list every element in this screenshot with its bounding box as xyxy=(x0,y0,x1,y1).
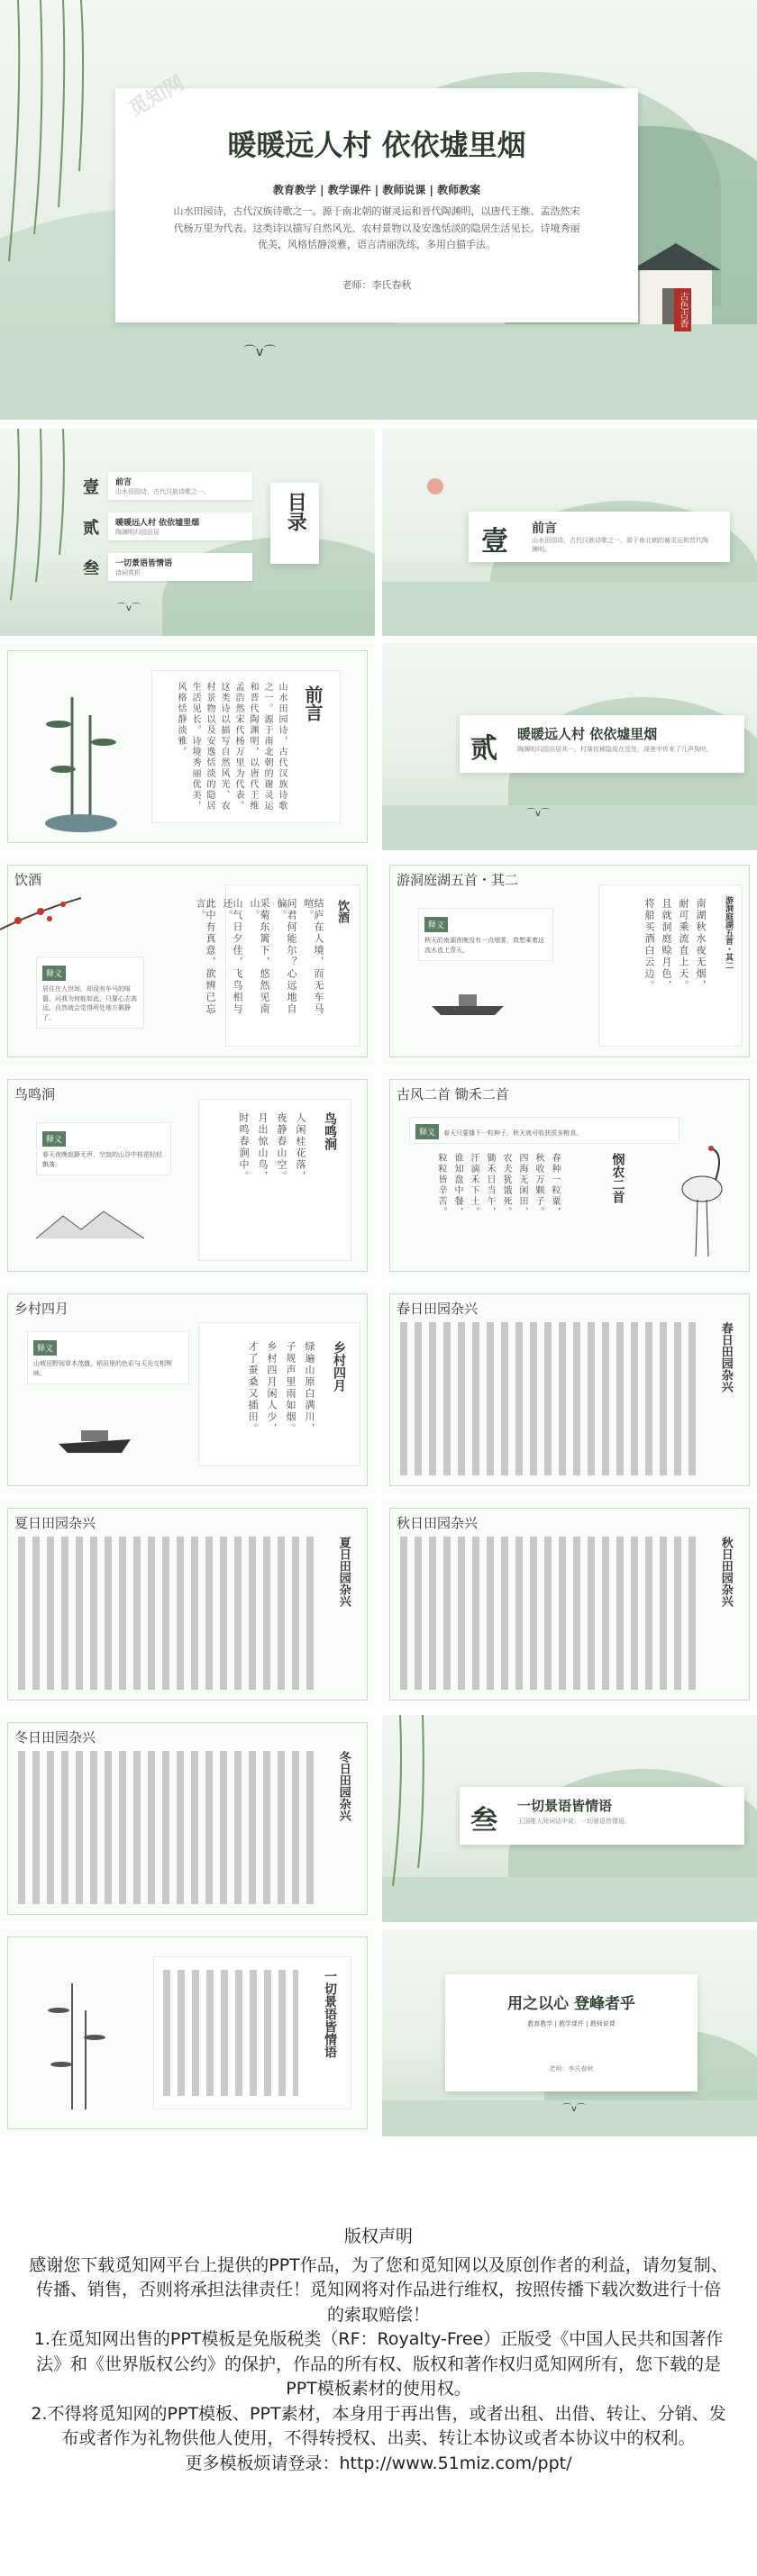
plum-blossom-decoration xyxy=(0,893,81,948)
section-1-desc: 山水田园诗，古代汉族诗歌之一。源于南北朝的谢灵运和晋代陶渊明。 xyxy=(532,537,708,553)
copyright-url[interactable]: 更多模板烦请登录：http://www.51miz.com/ppt/ xyxy=(185,2453,572,2473)
closing-subtitle: 教育教学 | 教学课件 | 教师说课 xyxy=(527,2020,616,2027)
cover-stamp: 古色古香 xyxy=(674,288,691,331)
note-tag: 释义 xyxy=(424,917,448,932)
willow-decoration xyxy=(0,0,99,270)
poem-lines xyxy=(436,1153,559,1261)
section-1-title: 前言 xyxy=(532,522,557,536)
poem-lines xyxy=(248,1341,315,1458)
poem-note: 山坡田野间草木茂盛，稻田里的色彩与天光交相辉映。 xyxy=(33,1360,172,1377)
closing-author: 老师：李氏春秋 xyxy=(549,2065,594,2073)
poem-slide-april xyxy=(0,1286,375,1493)
poem-heading: 饮酒 xyxy=(14,872,42,888)
preface-line: 之一。源于南北朝的谢灵运 xyxy=(262,682,272,812)
bamboo-decoration xyxy=(36,688,135,832)
poem-heading: 游洞庭湖五首・其二 xyxy=(397,872,519,888)
poem-line: 南湖秋水夜无烟， xyxy=(695,898,707,992)
poem-line: 春种一粒粟， xyxy=(550,1153,560,1218)
poem-line: 汗滴禾下土。 xyxy=(469,1153,479,1218)
long-poem-winter xyxy=(0,1715,375,1922)
poem-line: 锄禾日当午， xyxy=(485,1153,495,1218)
boat-decoration xyxy=(54,1421,135,1457)
section-1-slide xyxy=(382,429,757,636)
poem-note: 春天只要播下一粒种子，秋天就可收获很多粮食。 xyxy=(443,1129,583,1137)
poem-line: 才了蚕桑又插田。 xyxy=(247,1341,259,1435)
poem-heading: 古风二首 锄禾二首 xyxy=(397,1086,509,1102)
closing-slide xyxy=(382,1929,757,2136)
poem-line: 夜静春山空。 xyxy=(276,1112,287,1183)
poem-line: 粒粒皆辛苦。 xyxy=(436,1153,446,1218)
section-3-desc: 王国维人间词话中说：一切景语皆情语。 xyxy=(517,1818,631,1825)
swallow-icon: ⌒v⌒ xyxy=(117,603,141,613)
note-tag: 释义 xyxy=(42,1131,66,1147)
cover-slide xyxy=(0,0,757,420)
poem-title: 游洞庭湖五首・其二 xyxy=(724,896,733,969)
poem-note: 居住在人世间，却没有车马的喧嚣。问我为何能如此，只要心志高远，自然就会觉得所处地方僻静了。 xyxy=(42,985,137,1021)
cover-description: 山水田园诗，古代汉族诗歌之一。源于南北朝的谢灵运和晋代陶渊明，以唐代王维、孟浩然宋代杨万里为代表。这类诗以描写自然风光、农村景物以及安逸恬淡的隐居生活见长。诗境秀丽优美，风格恬静淡雅，语言清丽洗练，多用白描手法。 xyxy=(173,205,580,251)
mountain-sketch-decoration xyxy=(36,1207,144,1243)
poem-line: 谁知盘中餐， xyxy=(452,1153,462,1218)
toc-item-3-num: 叁 xyxy=(83,558,99,578)
poem-slide-summary xyxy=(0,1929,375,2136)
poem-note: 秋天的南湖夜晚没有一点烟雾，真想乘着这流水直上青天。 xyxy=(424,937,544,954)
toc-item-1-label[interactable]: 前言 xyxy=(115,478,132,487)
poem-line: 人闲桂花落， xyxy=(295,1112,306,1183)
poem-line: 此中有真意，欲辨已忘言。 xyxy=(195,898,216,1015)
poem-line: 绿遍山原白满川， xyxy=(304,1341,315,1435)
poem-line: 月出惊山鸟， xyxy=(257,1112,269,1183)
poem-slide-drinking xyxy=(0,857,375,1065)
poem-line: 且就洞庭赊月色， xyxy=(661,898,672,992)
toc-item-2-num: 贰 xyxy=(83,518,99,538)
preface-line: 风格恬静淡雅。 xyxy=(176,682,186,757)
dense-text-block xyxy=(400,1537,698,1690)
poem-note: 春天夜晚寂静无声，空寂的山谷中桂花轻轻飘落。 xyxy=(42,1151,162,1168)
poem-title: 悯农二首 xyxy=(610,1153,625,1203)
crane-decoration xyxy=(670,1144,734,1261)
note-tag: 释义 xyxy=(42,966,66,981)
poem-lines xyxy=(239,1112,306,1247)
boat-decoration xyxy=(427,984,508,1020)
dense-text-block xyxy=(163,1970,298,2096)
swallow-icon: ⌒v⌒ xyxy=(526,809,550,819)
poem-title: 夏日田园杂兴 xyxy=(336,1537,351,1607)
poem-line: 时鸣春涧中。 xyxy=(238,1112,250,1183)
cover-card xyxy=(115,88,638,322)
poem-title: 饮酒 xyxy=(335,900,349,923)
preface-line: 生活见长。诗境秀丽优美， xyxy=(190,682,200,812)
section-3-slide xyxy=(382,1715,757,1922)
poem-slide-farmers xyxy=(382,1072,757,1279)
poem-heading: 乡村四月 xyxy=(14,1301,69,1317)
dense-text-block xyxy=(18,1537,315,1690)
preface-line: 和晋代陶渊明，以唐代王维 xyxy=(248,682,258,812)
watermark: 觅知网 xyxy=(125,71,188,122)
toc-item-2-label[interactable]: 暖暖远人村 依依墟里烟 xyxy=(115,519,200,528)
note-tag: 释义 xyxy=(415,1124,439,1139)
poem-lines xyxy=(644,898,706,1033)
copyright-p1: 感谢您下载觅知网平台上提供的PPT作品，为了您和觅知网以及原创作者的利益，请勿复制、传播、销售，否则将承担法律责任！觅知网将对作品进行维权，按照传播下载次数进行十倍的索取赔偿！ xyxy=(29,2254,728,2325)
poem-heading: 夏日田园杂兴 xyxy=(14,1515,96,1531)
preface-slide xyxy=(0,643,375,850)
poem-line: 秋收万颗子。 xyxy=(534,1153,543,1218)
toc-item-3-desc: 诗词赏析 xyxy=(115,569,141,576)
toc-title: 目录 xyxy=(284,492,308,531)
poem-slide-dongting xyxy=(382,857,757,1065)
poem-slide-birdsong xyxy=(0,1072,375,1279)
poem-line: 农夫犹饿死。 xyxy=(501,1153,511,1218)
long-poem-autumn xyxy=(382,1501,757,1708)
poem-heading: 春日田园杂兴 xyxy=(397,1301,479,1317)
poem-title: 春日田园杂兴 xyxy=(718,1322,733,1392)
long-poem-summer xyxy=(0,1501,375,1708)
poem-heading: 冬日田园杂兴 xyxy=(14,1729,96,1746)
poem-line: 子规声里雨如烟。 xyxy=(285,1341,296,1435)
cover-subtitle: 教育教学 | 教学课件 | 教师说课 | 教师教案 xyxy=(272,184,481,196)
poem-title: 鸟鸣涧 xyxy=(323,1112,337,1150)
section-3-num: 叁 xyxy=(470,1805,497,1837)
poem-title: 秋日田园杂兴 xyxy=(718,1537,733,1607)
section-1-num: 壹 xyxy=(481,526,508,558)
toc-item-1-num: 壹 xyxy=(83,477,99,497)
long-poem-spring xyxy=(382,1286,757,1493)
poem-line: 四海无闲田， xyxy=(517,1153,527,1218)
copyright-section xyxy=(0,2225,757,2476)
toc-item-2-desc: 陶渊明归园田居 xyxy=(115,529,160,536)
section-2-num: 贰 xyxy=(470,733,497,765)
poem-line: 问君何能尔？心远地自偏。 xyxy=(276,898,297,1015)
copyright-heading: 版权声明 xyxy=(343,2227,413,2246)
preface-line: 这类诗以描写自然风光、农 xyxy=(219,682,229,812)
bamboo-decoration xyxy=(36,1974,117,2118)
section-2-desc: 陶渊明归园田居其一，村落依稀隐现在远处，深巷中传来了几声狗吠。 xyxy=(517,746,713,753)
section-2-slide xyxy=(382,643,757,850)
toc-item-3-label[interactable]: 一切景语皆情语 xyxy=(115,559,173,568)
poem-heading: 秋日田园杂兴 xyxy=(397,1515,479,1531)
cover-title: 暖暖远人村 依依墟里烟 xyxy=(227,128,526,162)
preface-line: 村景物以及安逸恬淡的隐居 xyxy=(205,682,214,812)
section-3-title: 一切景语皆情语 xyxy=(517,1798,613,1814)
poem-line: 结庐在人境，而无车马喧。 xyxy=(303,898,324,1015)
poem-title: 冬日田园杂兴 xyxy=(336,1751,351,1821)
swallow-icon: ⌒v⌒ xyxy=(243,345,277,359)
poem-title: 乡村四月 xyxy=(332,1341,346,1392)
copyright-p2: 1.在觅知网出售的PPT模板是免版税类（RF：Royalty-Free）正版受《中国人民共和国著作法》和《世界版权公约》的保护，作品的所有权、版权和著作权归觅知网所有，您下载的是PPT模板素材的使用权。 xyxy=(33,2329,724,2399)
toc-slide xyxy=(0,429,375,636)
preface-lines xyxy=(176,682,286,817)
poem-heading: 鸟鸣涧 xyxy=(14,1086,56,1102)
dense-text-block xyxy=(18,1751,315,1904)
poem-line: 将船买酒白云边。 xyxy=(643,898,655,992)
note-tag: 释义 xyxy=(33,1340,57,1356)
preface-title: 前言 xyxy=(302,685,324,721)
closing-title: 用之以心 登峰者乎 xyxy=(507,1995,635,2013)
toc-item-1-desc: 山水田园诗，古代汉族诗歌之一。 xyxy=(115,488,210,495)
preface-line: 山水田园诗，古代汉族诗歌 xyxy=(277,682,287,812)
preface-line: 孟浩然宋代杨万里为代表。 xyxy=(233,682,243,812)
copyright-p3: 2.不得将觅知网的PPT模板、PPT素材，本身用于再出售，或者出租、出借、转让、分销、发布或者作为礼物供他人使用，不得转授权、出卖、转让本协议或者本协议中的权利。 xyxy=(31,2403,726,2449)
poem-line: 采菊东篱下，悠然见南山。 xyxy=(249,898,270,1015)
poem-line: 山气日夕佳，飞鸟相与还。 xyxy=(222,898,243,1015)
swallow-icon: ⌒v⌒ xyxy=(562,2104,586,2114)
poem-lines xyxy=(196,898,324,1033)
poem-line: 耐可乘流直上天。 xyxy=(678,898,689,992)
poem-line: 乡村四月闲人少， xyxy=(266,1341,278,1435)
dense-text-block xyxy=(400,1322,698,1475)
section-2-title: 暖暖远人村 依依墟里烟 xyxy=(517,726,658,742)
cover-author: 老师：李氏春秋 xyxy=(342,279,412,291)
summary-title: 一切景语皆情语 xyxy=(323,1970,337,2058)
